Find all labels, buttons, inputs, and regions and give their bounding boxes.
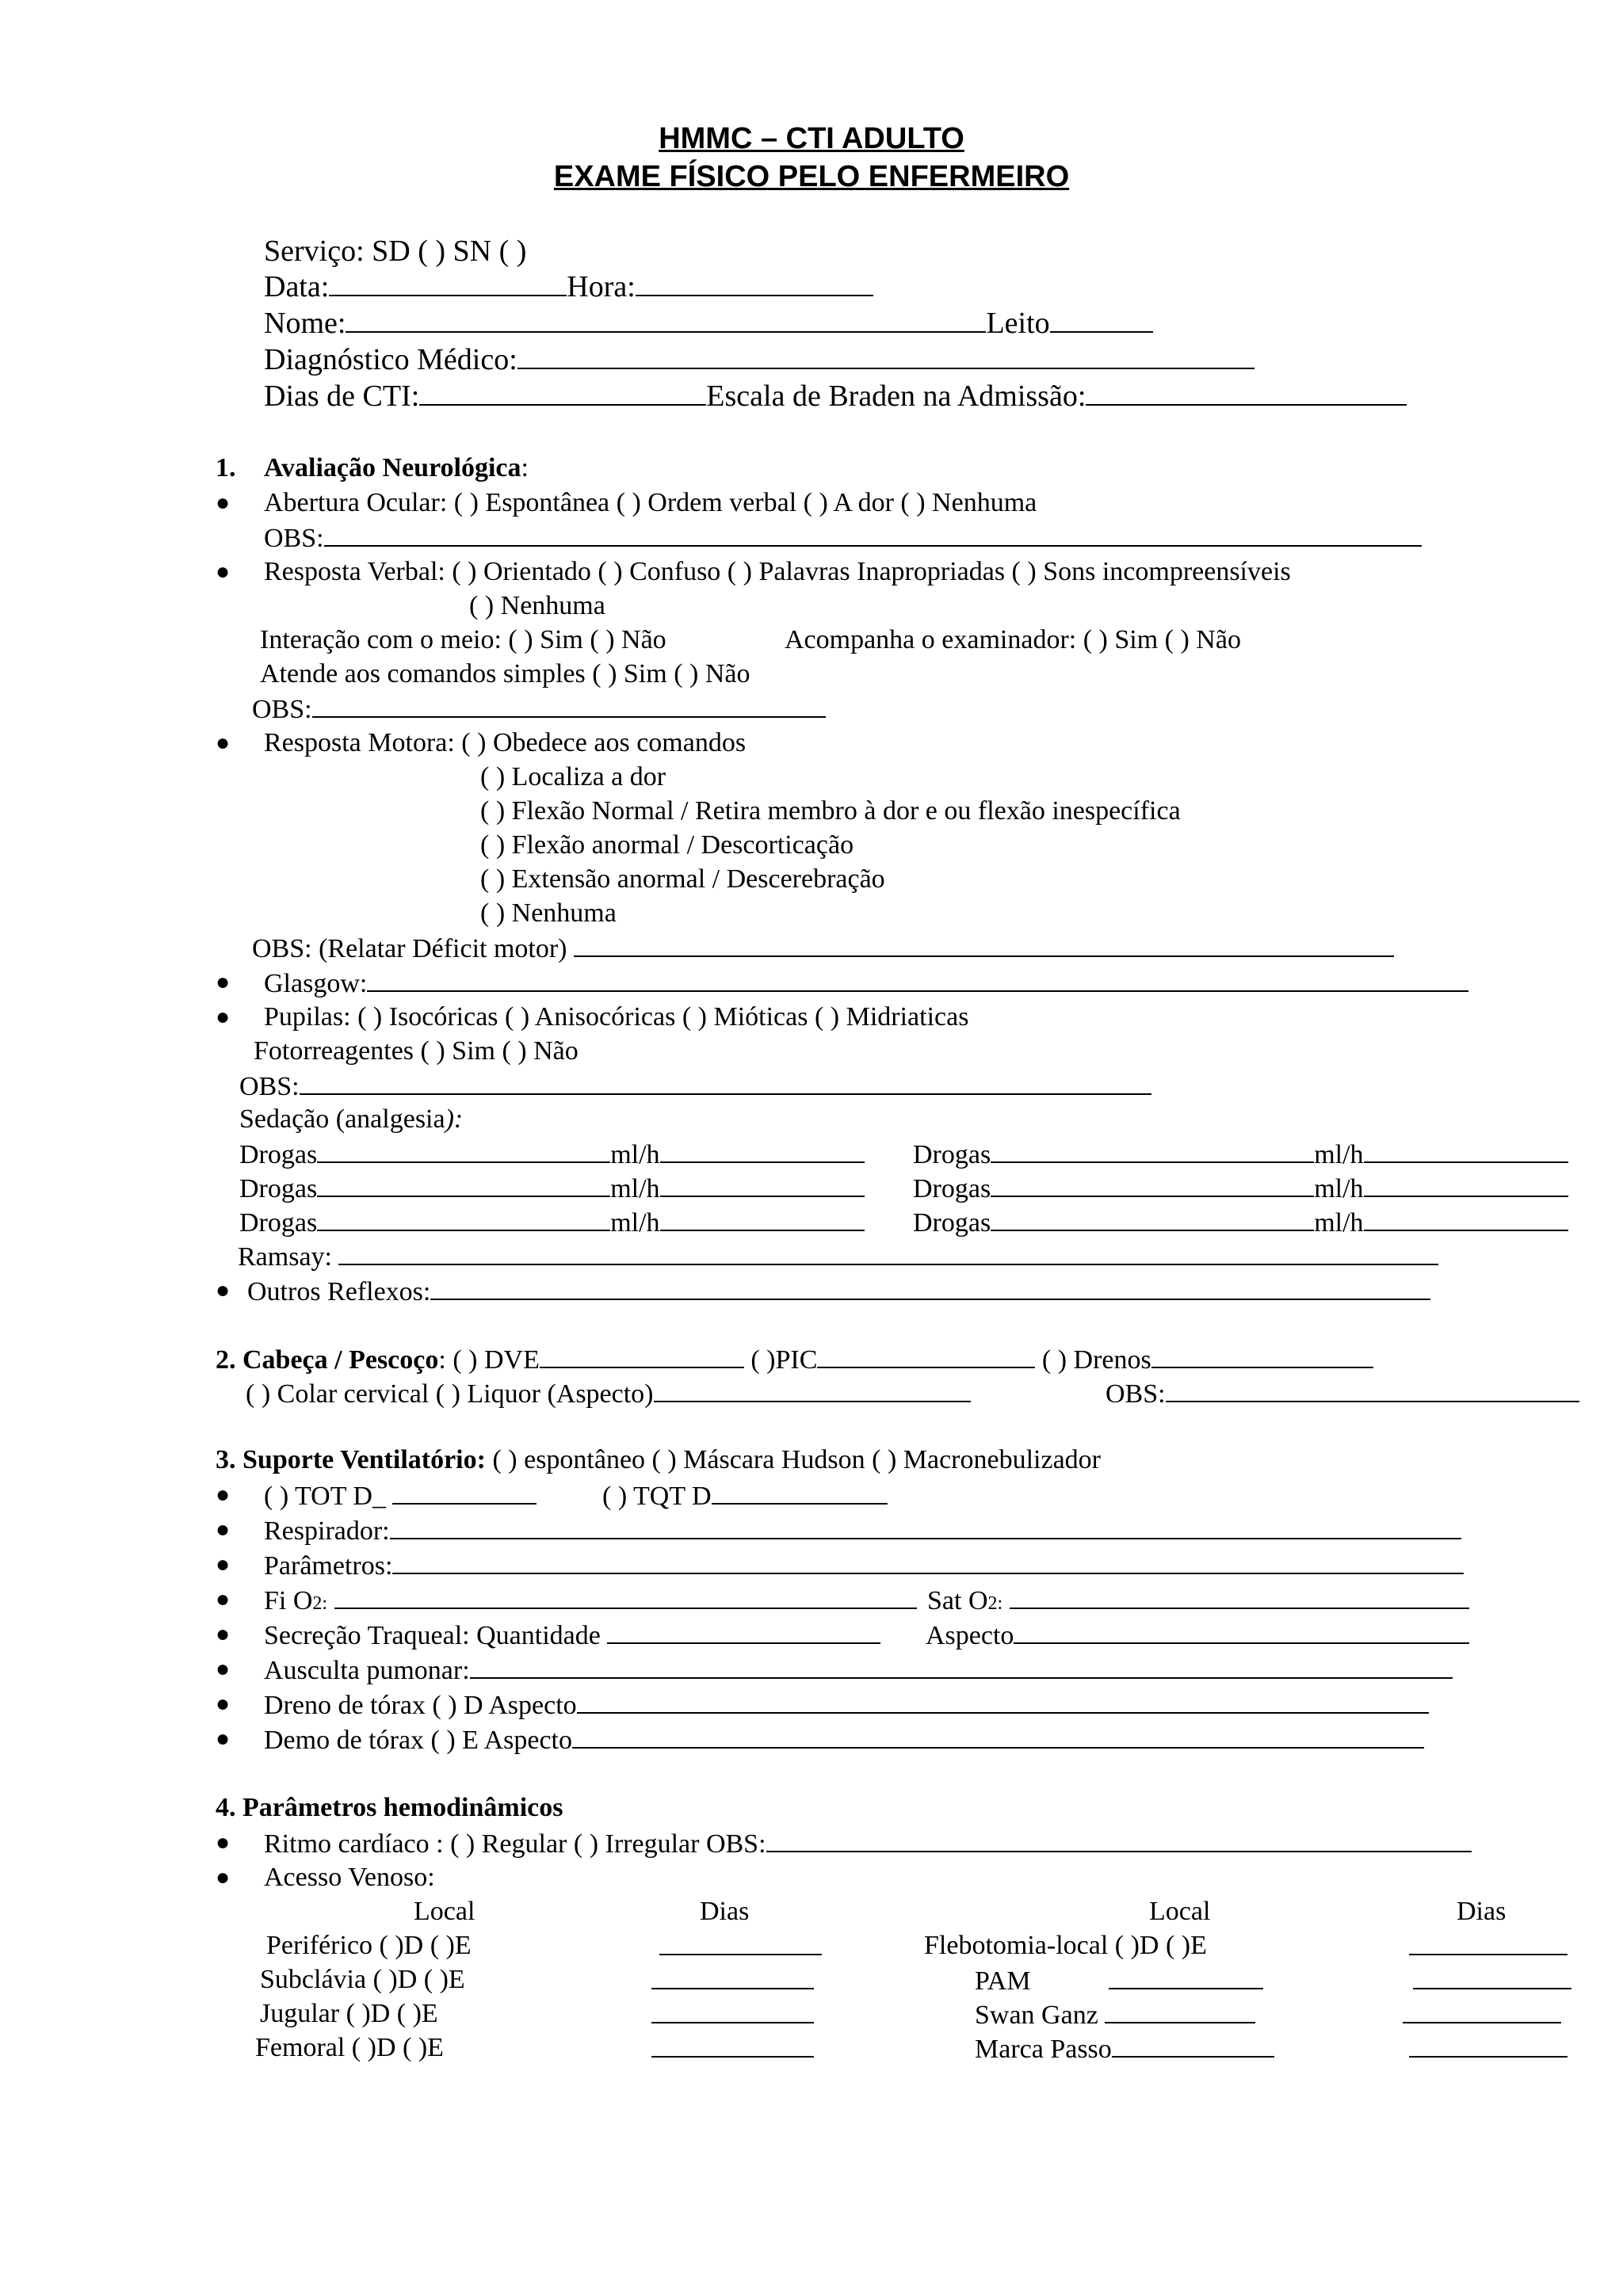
section-3-row: 3. Suporte Ventilatório: ( ) espontâneo ( ) Máscara Hudson ( ) Macronebulizador xyxy=(216,1445,1101,1474)
drogas-line[interactable] xyxy=(991,1172,1314,1197)
acesso-right-row: Marca Passo xyxy=(975,2032,1274,2065)
dreno-d-line[interactable] xyxy=(577,1688,1429,1714)
bullet: ● xyxy=(216,969,231,995)
section-1-title: Avaliação Neurológica: xyxy=(264,453,529,482)
swan-ganz-line[interactable] xyxy=(1105,1998,1255,2023)
drogas-row-right: Drogas ml/h xyxy=(913,1138,1568,1171)
ritmo-obs-line[interactable] xyxy=(766,1827,1472,1852)
secrecao-row: Secreção Traqueal: Quantidade xyxy=(264,1619,880,1652)
outros-reflexos-line[interactable] xyxy=(430,1275,1430,1300)
bullet: ● xyxy=(216,1586,231,1612)
diagnostico-line[interactable] xyxy=(517,344,1254,369)
drogas-line[interactable] xyxy=(991,1138,1314,1163)
acompanha-examinador: Acompanha o examinador: ( ) Sim ( ) Não xyxy=(785,625,1241,654)
section-3-title: 3. Suporte Ventilatório: xyxy=(216,1445,486,1474)
dreno-e-row: Demo de tórax ( ) E Aspecto xyxy=(264,1723,1424,1756)
ramsay-label: Ramsay: xyxy=(238,1242,332,1272)
braden-label: Escala de Braden na Admissão: xyxy=(706,379,1086,413)
bullet: ● xyxy=(216,1004,231,1030)
cabeca-obs-row: OBS: xyxy=(1106,1377,1579,1410)
tot-line[interactable] xyxy=(392,1479,537,1505)
dias-cti-label: Dias de CTI: xyxy=(264,379,420,413)
drogas-line[interactable] xyxy=(317,1206,610,1231)
acesso-left-row: Subclávia ( )D ( )E xyxy=(260,1965,465,1994)
fotorreagentes: Fotorreagentes ( ) Sim ( ) Não xyxy=(254,1036,579,1066)
data-line[interactable] xyxy=(329,271,567,296)
motora-option: ( ) Localiza a dor xyxy=(480,762,666,791)
tot-row: ( ) TOT D_ xyxy=(264,1479,537,1512)
marca-passo-line[interactable] xyxy=(1112,2032,1274,2058)
glasgow-line[interactable] xyxy=(367,967,1468,992)
interacao-meio: Interação com o meio: ( ) Sim ( ) Não xyxy=(260,625,666,654)
drogas-row-left: Drogas ml/h xyxy=(239,1172,865,1205)
motora-option: ( ) Flexão Normal / Retira membro à dor e ou flexão inespecífica xyxy=(480,796,1181,826)
bullet: ● xyxy=(216,1621,231,1647)
form-subtitle: EXAME FÍSICO PELO ENFERMEIRO xyxy=(553,160,1070,193)
bullet: ● xyxy=(216,1864,231,1890)
pic-line[interactable] xyxy=(817,1343,1035,1368)
drogas-line[interactable] xyxy=(991,1206,1314,1231)
acesso-venoso: Acesso Venoso: xyxy=(264,1863,435,1892)
acesso-left-row: Jugular ( )D ( )E xyxy=(260,1999,438,2028)
secrecao-aspecto-line[interactable] xyxy=(1014,1619,1469,1644)
dias-line-left xyxy=(659,1930,822,1963)
acesso-right-row: PAM xyxy=(975,1964,1263,1997)
nome-row xyxy=(264,306,1153,341)
colar-row: ( ) Colar cervical ( ) Liquor (Aspecto) xyxy=(246,1377,971,1410)
dias-line-left xyxy=(651,1998,814,2031)
ausculta-line[interactable] xyxy=(470,1653,1453,1679)
bullet: ● xyxy=(216,1691,231,1717)
bullet: ● xyxy=(216,730,231,756)
acesso-left-row: Femoral ( )D ( )E xyxy=(255,2033,444,2062)
diagnostico-label: Diagnóstico Médico: xyxy=(264,343,517,376)
resposta-verbal: Resposta Verbal: ( ) Orientado ( ) Confuso ( ) Palavras Inapropriadas ( ) Sons incompreensíveis xyxy=(264,557,1291,586)
liquor-line[interactable] xyxy=(654,1377,971,1402)
dreno-d-row: Dreno de tórax ( ) D Aspecto xyxy=(264,1688,1429,1722)
cabeca-obs-line[interactable] xyxy=(1166,1377,1579,1402)
mlh-line[interactable] xyxy=(660,1138,865,1163)
section-1-number: 1. xyxy=(216,453,236,482)
dias-cti-line[interactable] xyxy=(419,380,706,406)
mlh-line[interactable] xyxy=(1364,1172,1568,1197)
dve-line[interactable] xyxy=(540,1343,744,1368)
dias-line-left xyxy=(651,2032,814,2065)
servico-field: Serviço: SD ( ) SN ( ) xyxy=(264,235,527,268)
motora-option: ( ) Nenhuma xyxy=(480,898,617,928)
sato2-row: Sat O2: xyxy=(927,1584,1469,1619)
obs-label: OBS: xyxy=(252,695,312,724)
drogas-line[interactable] xyxy=(317,1172,610,1197)
sedacao-label: Sedação (analgesia): xyxy=(239,1104,464,1134)
hora-line[interactable] xyxy=(636,271,873,296)
motora-option: ( ) Extensão anormal / Descerebração xyxy=(480,864,885,894)
drogas-row-left: Drogas ml/h xyxy=(239,1206,865,1239)
dias-line-right xyxy=(1409,1930,1568,1963)
bullet: ● xyxy=(216,490,231,516)
drogas-line[interactable] xyxy=(317,1138,610,1163)
dias-line-right xyxy=(1403,1998,1561,2031)
mlh-line[interactable] xyxy=(660,1172,865,1197)
local-header-left: Local xyxy=(414,1897,475,1926)
deficit-motor-row xyxy=(252,932,1394,965)
leito-line[interactable] xyxy=(1050,307,1153,333)
dias-line-left xyxy=(651,1964,814,1997)
braden-line[interactable] xyxy=(1086,380,1407,406)
atende-comandos: Atende aos comandos simples ( ) Sim ( ) Não xyxy=(260,659,750,688)
pam-line[interactable] xyxy=(1109,1964,1263,1989)
dreno-e-line[interactable] xyxy=(572,1723,1424,1749)
deficit-motor-line[interactable] xyxy=(574,932,1394,957)
ausculta-row: Ausculta pumonar: xyxy=(264,1653,1453,1687)
glasgow-label: Glasgow: xyxy=(264,969,368,998)
mlh-line[interactable] xyxy=(660,1206,865,1231)
abertura-ocular: Abertura Ocular: ( ) Espontânea ( ) Ordem verbal ( ) A dor ( ) Nenhuma xyxy=(264,488,1037,517)
fio2-row: Fi O2: xyxy=(264,1584,917,1619)
dias-cti-row xyxy=(264,379,1407,414)
bullet: ● xyxy=(216,1726,231,1752)
section-2-row: 2. Cabeça / Pescoço: ( ) DVE ( )PIC ( ) Drenos xyxy=(216,1343,1373,1376)
bullet: ● xyxy=(216,1656,231,1682)
dias-header-right: Dias xyxy=(1457,1897,1507,1926)
secrecao-line[interactable] xyxy=(607,1619,880,1644)
nome-label: Nome: xyxy=(264,307,346,340)
parametros-row: Parâmetros: xyxy=(264,1549,1464,1582)
ramsay-line[interactable] xyxy=(338,1240,1438,1265)
bullet: ● xyxy=(216,1516,231,1543)
bullet: ● xyxy=(216,559,231,585)
deficit-motor-label: OBS: (Relatar Déficit motor) xyxy=(252,934,567,963)
drenos-line[interactable] xyxy=(1151,1343,1373,1368)
acesso-right-row: Flebotomia-local ( )D ( )E xyxy=(924,1931,1207,1960)
nome-line[interactable] xyxy=(346,307,986,333)
tqt-row: ( ) TQT D xyxy=(602,1479,888,1512)
glasgow-row xyxy=(264,967,1468,1000)
verbal-nenhuma: ( ) Nenhuma xyxy=(469,591,605,620)
bullet: ● xyxy=(216,1482,231,1508)
respirador-line[interactable] xyxy=(390,1514,1461,1539)
dias-header-left: Dias xyxy=(700,1897,750,1926)
bullet: ● xyxy=(216,1551,231,1577)
verbal-obs-line[interactable] xyxy=(312,692,826,718)
section-2-title: 2. Cabeça / Pescoço xyxy=(216,1345,439,1375)
motora-option: ( ) Flexão anormal / Descorticação xyxy=(480,830,854,860)
bullet: ● xyxy=(216,1829,231,1855)
fio2-line[interactable] xyxy=(334,1584,917,1609)
mlh-line[interactable] xyxy=(1364,1138,1568,1163)
resposta-motora: Resposta Motora: ( ) Obedece aos comandos xyxy=(264,728,747,757)
pupilas-obs-line[interactable] xyxy=(300,1070,1151,1095)
drogas-row-left: Drogas ml/h xyxy=(239,1138,865,1171)
acesso-right-row: Swan Ganz xyxy=(975,1998,1255,2031)
dias-line-right xyxy=(1413,1964,1571,1997)
dias-line-right xyxy=(1409,2032,1568,2065)
obs-label: OBS: xyxy=(239,1072,300,1101)
acesso-left-row: Periférico ( )D ( )E xyxy=(266,1931,472,1960)
bullet: ● xyxy=(216,1277,231,1303)
tqt-line[interactable] xyxy=(712,1479,888,1505)
data-label: Data: xyxy=(264,270,330,303)
mlh-line[interactable] xyxy=(1364,1206,1568,1231)
diagnostico-row xyxy=(264,342,1254,377)
parametros-line[interactable] xyxy=(392,1549,1464,1574)
abertura-obs-line[interactable] xyxy=(324,521,1422,547)
leito-label: Leito xyxy=(986,307,1050,340)
pupilas: Pupilas: ( ) Isocóricas ( ) Anisocóricas ( ) Mióticas ( ) Midriaticas xyxy=(264,1002,969,1032)
ramsay-row xyxy=(238,1240,1438,1273)
outros-reflexos-row xyxy=(247,1275,1430,1308)
verbal-obs-row xyxy=(252,692,826,726)
local-header-right: Local xyxy=(1149,1897,1211,1926)
section-4-title: 4. Parâmetros hemodinâmicos xyxy=(216,1793,563,1822)
respirador-row: Respirador: xyxy=(264,1514,1461,1547)
pupilas-obs-row xyxy=(239,1070,1151,1103)
ritmo-row: Ritmo cardíaco : ( ) Regular ( ) Irregular OBS: xyxy=(264,1827,1472,1860)
sato2-line[interactable] xyxy=(1010,1584,1469,1609)
outros-reflexos-label: Outros Reflexos: xyxy=(247,1277,431,1306)
form-title: HMMC – CTI ADULTO xyxy=(659,122,964,155)
obs-label: OBS: xyxy=(264,524,324,553)
drogas-row-right: Drogas ml/h xyxy=(913,1206,1568,1239)
secrecao-aspecto-row: Aspecto xyxy=(926,1619,1469,1652)
abertura-obs-row xyxy=(264,521,1422,555)
hora-label: Hora: xyxy=(567,270,636,303)
drogas-row-right: Drogas ml/h xyxy=(913,1172,1568,1205)
data-hora-row xyxy=(264,269,873,304)
